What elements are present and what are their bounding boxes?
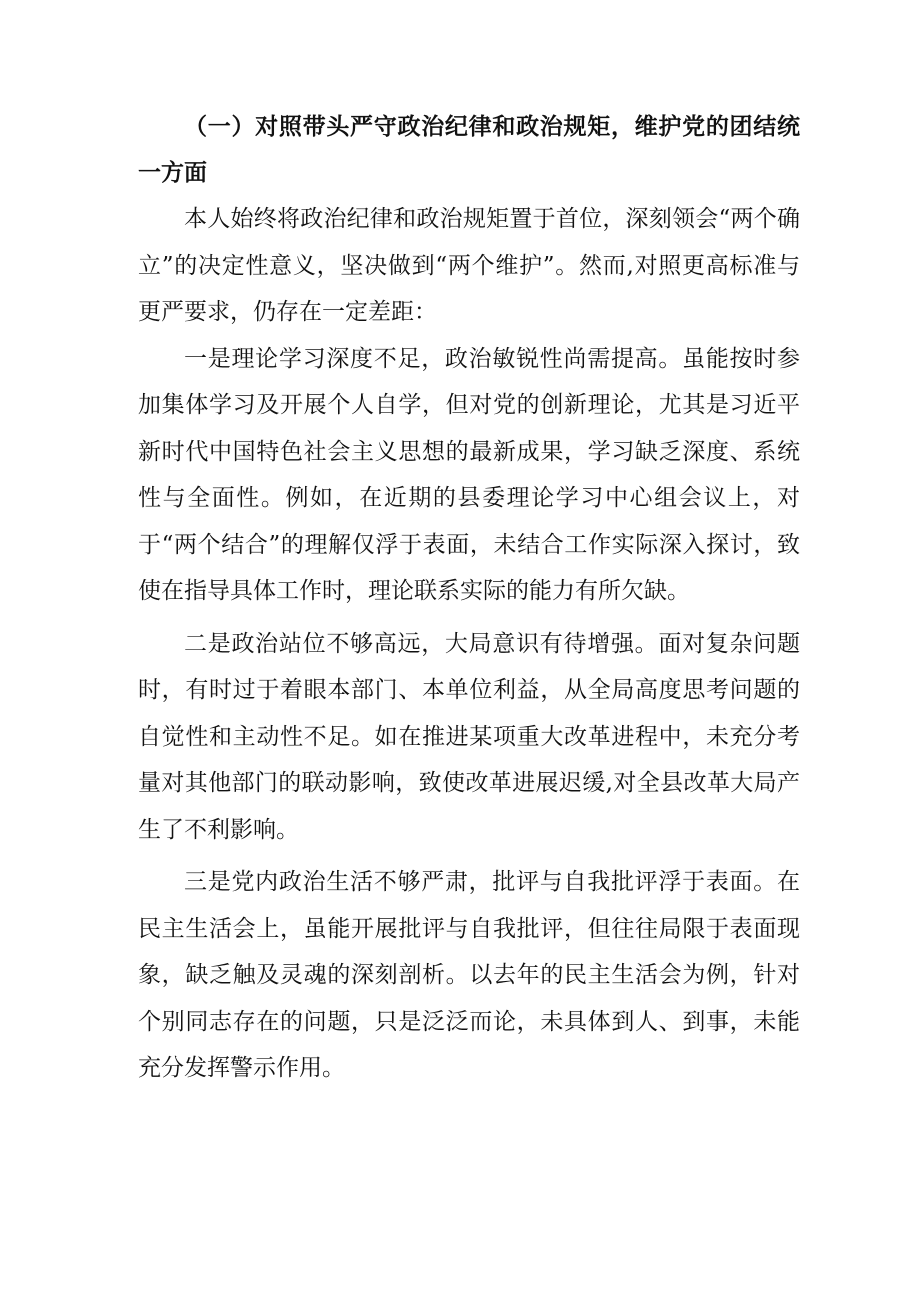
paragraph-point-one: 一是理论学习深度不足，政治敏锐性尚需提高。虽能按时参加集体学习及开展个人自学，但对党的创新理论，尤其是习近平新时代中国特色社会主义思想的最新成果，学习缺乏深度、系统性与全面性。例如，在近期的县委理论学习中心组会议上，对于“两个结合”的理解仅浮于表面，未结合工作实际深入探讨，致使在指导具体工作时，理论联系实际的能力有所欠缺。 bbox=[138, 345, 800, 604]
document-body bbox=[138, 104, 800, 1092]
paragraph-point-three: 三是党内政治生活不够严肃，批评与自我批评浮于表面。在民主生活会上，虽能开展批评与自我批评，但往往局限于表面现象，缺乏触及灵魂的深刻剖析。以去年的民主生活会为例，针对个别同志存在的问题，只是泛泛而论，未具体到人、到事，未能充分发挥警示作用。 bbox=[138, 869, 800, 1081]
paragraph-intro: 本人始终将政治纪律和政治规矩置于首位，深刻领会“两个确立”的决定性意义，坚决做到“两个维护”。然而,对照更高标准与更严要求，仍存在一定差距： bbox=[138, 206, 800, 325]
section-heading: （一）对照带头严守政治纪律和政治规矩，维护党的团结统一方面 bbox=[138, 114, 800, 186]
paragraph-point-two: 二是政治站位不够高远，大局意识有待增强。面对复杂问题时，有时过于着眼本部门、本单位利益，从全局高度思考问题的自觉性和主动性不足。如在推进某项重大改革进程中，未充分考量对其他部门的联动影响，致使改革进展迟缓,对全县改革大局产生了不利影响。 bbox=[138, 630, 800, 843]
